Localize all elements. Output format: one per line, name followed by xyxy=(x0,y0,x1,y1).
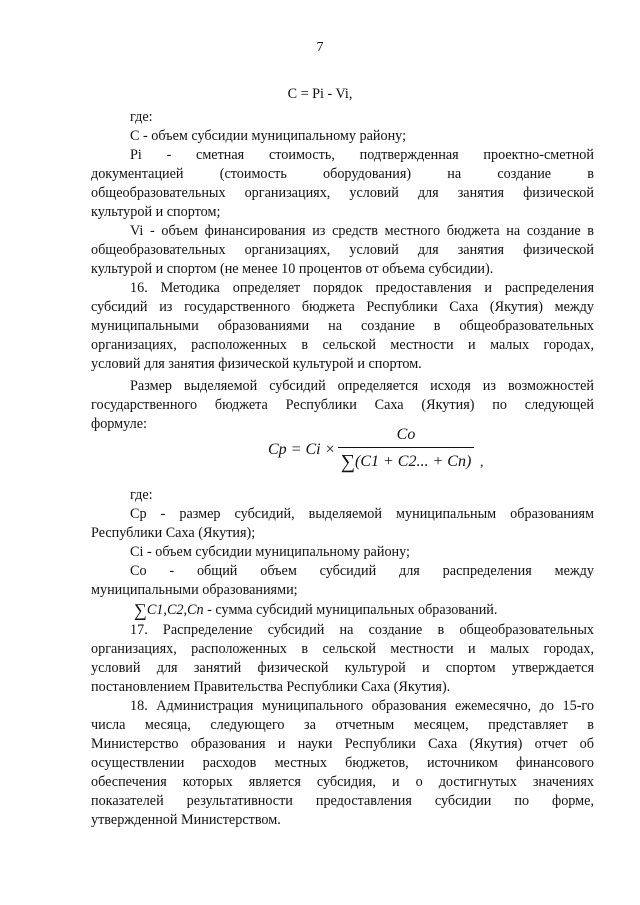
definition-vi-line: общеобразовательных организациях, условий для занятия физической xyxy=(91,242,594,258)
paragraph-16-line: организациях, расположенных в сельской местности и малых городах, xyxy=(91,337,594,353)
sum-description: - сумма субсидий муниципальных образований. xyxy=(203,602,498,618)
paragraph-16-line: условий для занятия физической культурой и спортом. xyxy=(91,356,422,372)
paragraph-18-line: Министерство образования и науки Республики Саха (Якутия) отчет об xyxy=(91,736,594,752)
definition-co-line: Co - общий объем субсидий для распределения между xyxy=(130,563,594,579)
paragraph-17-line: постановлением Правительства Республики Саха (Якутия). xyxy=(91,679,451,695)
paragraph-16-line: муниципальными образованиями на создание в общеобразовательных xyxy=(91,318,594,334)
paragraph-18-line: обеспечения которых является субсидия, и о достигнутых значениях xyxy=(91,774,594,790)
definition-cp-line: Cp - размер субсидий, выделяемой муниципальным образованиям xyxy=(130,506,594,522)
paragraph-18-line: числа месяца, следующего за отчетным месяцем, представляет в xyxy=(91,717,594,733)
definition-c: C - объем субсидии муниципальному району; xyxy=(130,128,407,144)
definition-vi-line: Vi - объем финансирования из средств местного бюджета на создание в xyxy=(130,223,594,239)
sum-terms: C1,C2,Cn xyxy=(146,602,204,618)
formula-cp-numerator: Co xyxy=(396,426,416,443)
paragraph-size-line: государственного бюджета Республики Саха (Якутия) по следующей xyxy=(91,397,594,413)
definition-ci: Ci - объем субсидии муниципальному району; xyxy=(130,544,410,560)
paragraph-16-line: 16. Методика определяет порядок предоставления и распределения xyxy=(130,280,594,296)
definition-pi-line: документацией (стоимость оборудования) на создание в xyxy=(91,166,594,182)
paragraph-17-line: организациях, расположенных в сельской местности и малых городах, xyxy=(91,641,594,657)
definition-pi-line: Pi - сметная стоимость, подтвержденная проектно-сметной xyxy=(130,147,594,163)
definition-sum xyxy=(134,601,598,620)
paragraph-18-line: 18. Администрация муниципального образования ежемесячно, до 15-го xyxy=(130,698,594,714)
paragraph-17-line: условий для занятий физической культурой и спортом утверждается xyxy=(91,660,594,676)
definition-co-line: муниципальными образованиями; xyxy=(91,582,298,598)
formula-cp-comma: , xyxy=(480,455,484,470)
definition-cp-line: Республики Саха (Якутия); xyxy=(91,525,256,541)
formula-cp-denominator-terms: (C1 + C2... + Cn) xyxy=(355,453,472,470)
definition-pi-line: культурой и спортом; xyxy=(91,204,221,220)
formula-cp-lhs: Cp = Ci × xyxy=(268,441,336,458)
paragraph-18-line: утвержденной Министерством. xyxy=(91,812,281,828)
formula-cp xyxy=(268,425,484,477)
page-number: 7 xyxy=(316,40,324,55)
fraction-bar xyxy=(338,447,474,448)
paragraph-16-line: субсидий из государственного бюджета Республики Саха (Якутия) между xyxy=(91,299,594,315)
formula-cp-fraction xyxy=(338,425,474,474)
paragraph-size-line: Размер выделяемой субсидий определяется исходя из возможностей xyxy=(130,378,594,394)
sum-symbol: ∑ xyxy=(134,600,147,620)
sigma-symbol: ∑ xyxy=(340,451,355,473)
formula-cp-denominator xyxy=(338,451,474,474)
paragraph-18-line: осуществлении расходов местных бюджетов, источником финансового xyxy=(91,755,594,771)
where-label-2: где: xyxy=(130,487,153,503)
paragraph-size-line: формуле: xyxy=(91,416,147,432)
paragraph-18-line: показателей результативности предоставления субсидии по форме, xyxy=(91,793,594,809)
where-label-1: где: xyxy=(130,109,153,125)
paragraph-17-line: 17. Распределение субсидий на создание в общеобразовательных xyxy=(130,622,594,638)
definition-vi-line: культурой и спортом (не менее 10 процентов от объема субсидии). xyxy=(91,261,494,277)
formula-c: C = Pi - Vi, xyxy=(287,86,353,102)
definition-pi-line: общеобразовательных организациях, условий для занятия физической xyxy=(91,185,594,201)
